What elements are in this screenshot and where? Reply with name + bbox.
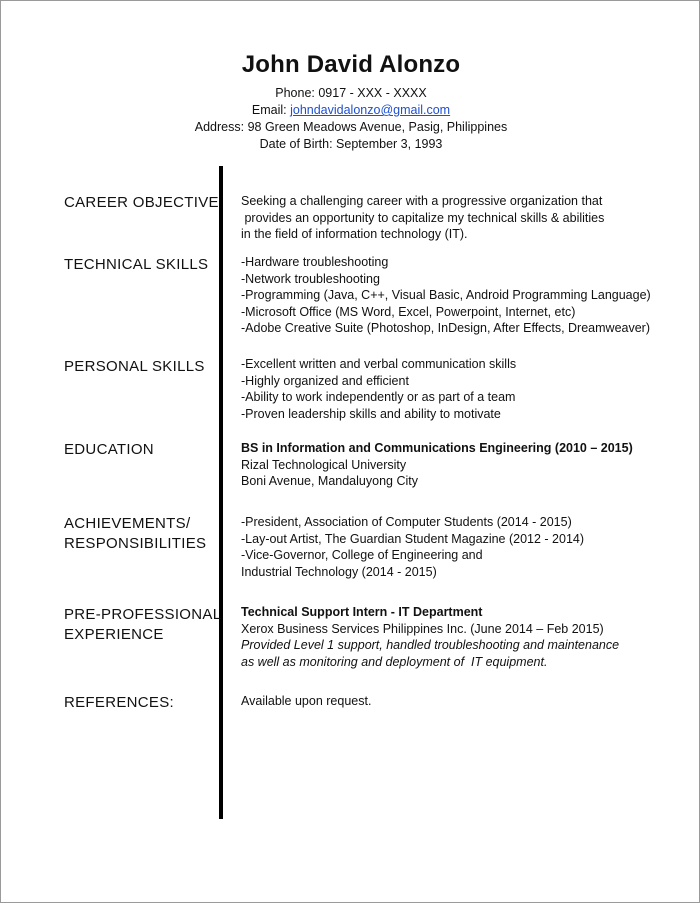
resume-name: John David Alonzo: [241, 51, 461, 78]
achievement-item: -Lay-out Artist, The Guardian Student Magazine (2012 - 2014): [241, 531, 585, 546]
achievements-content: [241, 514, 681, 580]
personal-skill-item: -Proven leadership skills and ability to motivate: [241, 406, 501, 421]
personal-skills-content: [241, 356, 681, 422]
achievements-heading: [64, 514, 206, 554]
achievement-item: -Vice-Governor, College of Engineering and: [241, 548, 483, 562]
education-location: Boni Avenue, Mandaluyong City: [241, 474, 418, 488]
technical-skill-item: -Programming (Java, C++, Visual Basic, Android Programming Language): [241, 288, 651, 302]
email-label: Email:: [251, 103, 291, 117]
address-line: Address: 98 Green Meadows Avenue, Pasig, Philippines: [194, 120, 508, 134]
references-content: [241, 693, 681, 710]
achievements-heading-line: RESPONSIBILITIES: [64, 535, 207, 552]
experience-content: [241, 604, 681, 670]
personal-skill-item: -Highly organized and efficient: [241, 373, 409, 388]
education-heading: EDUCATION: [64, 441, 154, 458]
career-objective-line: in the field of information technology (IT).: [241, 227, 468, 241]
education-school: Rizal Technological University: [241, 457, 407, 472]
achievements-heading-line: ACHIEVEMENTS/: [64, 515, 191, 532]
career-objective-line: provides an opportunity to capitalize my technical skills & abilities: [241, 210, 605, 225]
dob-line: Date of Birth: September 3, 1993: [259, 137, 443, 151]
experience-title: Technical Support Intern - IT Department: [241, 605, 483, 619]
technical-skill-item: -Microsoft Office (MS Word, Excel, Powerpoint, Internet, etc): [241, 304, 576, 319]
achievement-item: Industrial Technology (2014 - 2015): [241, 564, 437, 579]
technical-skills-content: [241, 254, 681, 337]
experience-company: Xerox Business Services Philippines Inc. (June 2014 – Feb 2015): [241, 621, 604, 636]
experience-heading-line: EXPERIENCE: [64, 626, 164, 643]
references-text: Available upon request.: [241, 694, 372, 708]
email-line: [1, 102, 700, 119]
career-objective-content: [241, 193, 681, 243]
experience-description: as well as monitoring and deployment of IT equipment.: [241, 654, 548, 669]
experience-description: Provided Level 1 support, handled troubleshooting and maintenance: [241, 638, 620, 652]
achievement-item: -President, Association of Computer Students (2014 - 2015): [241, 515, 572, 529]
technical-skill-item: -Adobe Creative Suite (Photoshop, InDesign, After Effects, Dreamweaver): [241, 321, 650, 335]
technical-skill-item: -Hardware troubleshooting: [241, 255, 389, 269]
phone-line: Phone: 0917 - XXX - XXXX: [275, 86, 427, 100]
education-degree: BS in Information and Communications Engineering (2010 – 2015): [241, 441, 633, 455]
experience-heading: [64, 605, 221, 645]
section-divider-line: [219, 166, 223, 819]
references-heading: REFERENCES:: [64, 694, 174, 711]
personal-skills-heading: PERSONAL SKILLS: [64, 358, 205, 375]
career-objective-line: Seeking a challenging career with a progressive organization that: [241, 194, 603, 208]
email-link[interactable]: johndavidalonzo@gmail.com: [290, 103, 451, 117]
experience-heading-line: PRE-PROFESSIONAL: [64, 606, 222, 623]
career-objective-heading: CAREER OBJECTIVE: [64, 194, 219, 211]
personal-skill-item: -Excellent written and verbal communication skills: [241, 357, 517, 371]
technical-skills-heading: TECHNICAL SKILLS: [64, 256, 209, 273]
education-content: [241, 440, 681, 490]
personal-skill-item: -Ability to work independently or as part of a team: [241, 390, 516, 404]
technical-skill-item: -Network troubleshooting: [241, 271, 380, 286]
